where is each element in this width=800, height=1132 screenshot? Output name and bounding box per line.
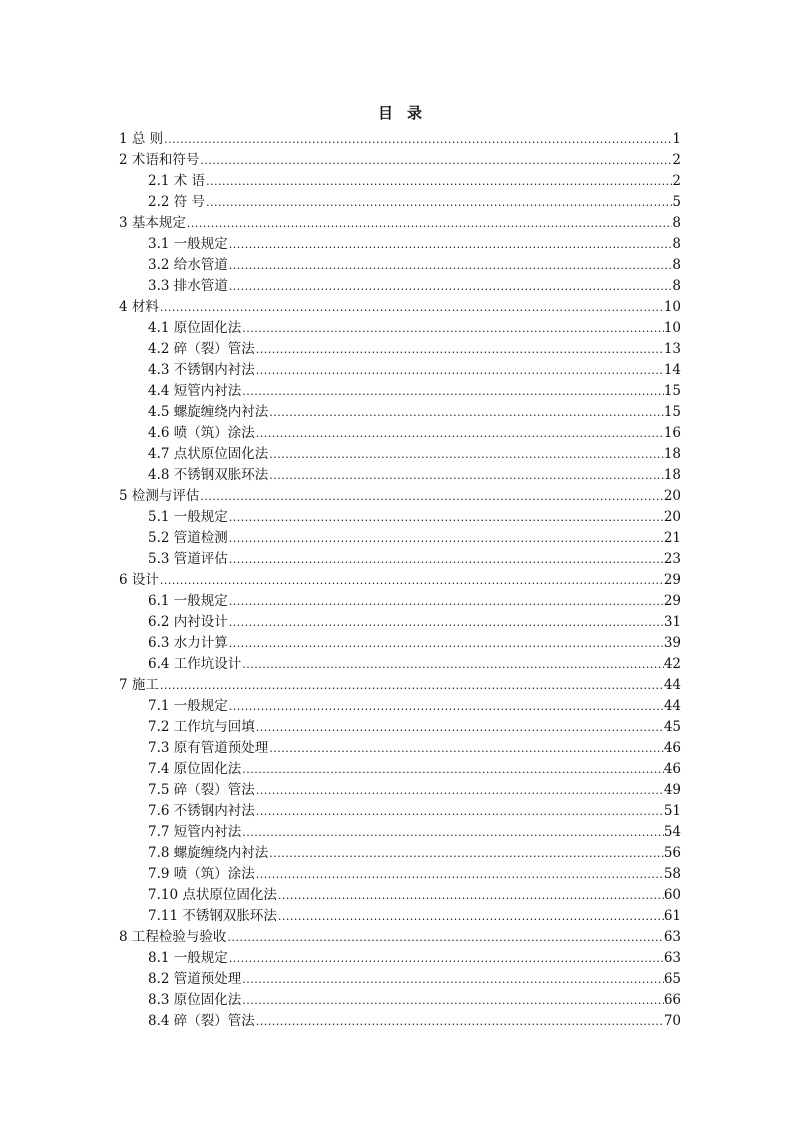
dot-leader: [255, 339, 664, 360]
toc-entry-label: 7.7 短管内衬法: [148, 824, 242, 840]
toc-entry[interactable]: [119, 654, 681, 675]
dot-leader: [255, 717, 664, 738]
toc-entry-page: 70: [663, 1013, 681, 1029]
toc-entry-page: 44: [663, 677, 681, 693]
toc-entry[interactable]: [119, 801, 681, 822]
toc-entry-page: 14: [663, 362, 681, 378]
toc-entry-label: 7.5 碎（裂）管法: [148, 782, 255, 798]
toc-entry-page: 10: [663, 320, 681, 336]
toc-entry[interactable]: [119, 738, 681, 759]
toc-entry-page: 60: [663, 887, 681, 903]
dot-leader: [241, 654, 664, 675]
toc-entry-label: 6.1 一般规定: [148, 593, 228, 609]
dot-leader: [241, 318, 664, 339]
toc-entry-label: 4.4 短管内衬法: [148, 383, 242, 399]
toc-entry-label: 5.3 管道评估: [148, 551, 228, 567]
toc-entry[interactable]: [119, 990, 681, 1011]
toc-entry-label: 7.1 一般规定: [148, 698, 228, 714]
toc-entry-label: 3.1 一般规定: [148, 236, 228, 252]
toc-entry-label: 5 检测与评估: [119, 488, 200, 504]
toc-entry-label: 7.2 工作坑与回填: [148, 719, 255, 735]
toc-entry-label: 3.3 排水管道: [148, 278, 228, 294]
toc-entry-label: 7.3 原有管道预处理: [148, 740, 269, 756]
toc-entry-page: 8: [672, 236, 681, 252]
dot-leader: [277, 906, 664, 927]
toc-entry-page: 21: [663, 530, 681, 546]
dot-leader: [268, 738, 664, 759]
dot-leader: [241, 381, 664, 402]
toc-entry-label: 4.5 螺旋缠绕内衬法: [148, 404, 269, 420]
toc-entry-label: 4.3 不锈钢内衬法: [148, 362, 255, 378]
dot-leader: [268, 465, 664, 486]
dot-leader: [255, 780, 664, 801]
toc-entry-page: 5: [672, 194, 681, 210]
toc-entry[interactable]: [119, 360, 681, 381]
dot-leader: [255, 1011, 664, 1032]
dot-leader: [255, 360, 664, 381]
toc-entry[interactable]: [119, 150, 681, 171]
dot-leader: [228, 612, 664, 633]
toc-entry[interactable]: [119, 906, 681, 927]
toc-entry-page: 13: [663, 341, 681, 357]
toc-entry-page: 31: [663, 614, 681, 630]
toc-entry-label: 3.2 给水管道: [148, 257, 228, 273]
toc-entry[interactable]: [119, 612, 681, 633]
toc-entry[interactable]: [119, 549, 681, 570]
dot-leader: [241, 822, 664, 843]
dot-leader: [199, 486, 663, 507]
dot-leader: [228, 276, 673, 297]
toc-entry[interactable]: [119, 381, 681, 402]
toc-entry-page: 8: [672, 257, 681, 273]
toc-entry[interactable]: [119, 1011, 681, 1032]
toc-entry-page: 39: [663, 635, 681, 651]
toc-entry-page: 16: [663, 425, 681, 441]
toc-entry[interactable]: [119, 780, 681, 801]
dot-leader: [228, 255, 673, 276]
toc-entry[interactable]: [119, 948, 681, 969]
dot-leader: [241, 759, 664, 780]
toc-entry[interactable]: [119, 318, 681, 339]
dot-leader: [241, 969, 664, 990]
toc-entry[interactable]: [119, 444, 681, 465]
dot-leader: [268, 402, 664, 423]
toc-entry-page: 23: [663, 551, 681, 567]
toc-entry-label: 8 工程检验与验收: [119, 929, 227, 945]
dot-leader: [159, 297, 664, 318]
toc-entry-label: 8.1 一般规定: [148, 950, 228, 966]
toc-entry[interactable]: [119, 129, 681, 150]
toc-entry-page: 56: [663, 845, 681, 861]
toc-entry[interactable]: [119, 696, 681, 717]
toc-entry[interactable]: [119, 276, 681, 297]
toc-entry-page: 2: [672, 173, 681, 189]
toc-entry-label: 8.4 碎（裂）管法: [148, 1013, 255, 1029]
toc-entry-page: 8: [672, 278, 681, 294]
toc-entry[interactable]: [119, 192, 681, 213]
toc-entry-label: 7.10 点状原位固化法: [148, 887, 277, 903]
toc-entry[interactable]: [119, 885, 681, 906]
toc-title: 目录: [377, 104, 436, 122]
toc-entry-label: 1 总 则: [119, 131, 164, 147]
toc-entry[interactable]: [119, 717, 681, 738]
dot-leader: [277, 885, 664, 906]
dot-leader: [199, 150, 672, 171]
toc-entry-label: 7.9 喷（筑）涂法: [148, 866, 255, 882]
toc-entry-label: 2.1 术 语: [148, 173, 206, 189]
toc-entry-label: 3 基本规定: [119, 215, 186, 231]
toc-entry-label: 8.3 原位固化法: [148, 992, 242, 1008]
toc-entry-page: 15: [663, 404, 681, 420]
toc-entry[interactable]: [119, 423, 681, 444]
toc-entry[interactable]: [119, 570, 681, 591]
toc-entry-page: 58: [663, 866, 681, 882]
toc-entry[interactable]: [119, 255, 681, 276]
toc-entry-page: 20: [663, 509, 681, 525]
toc-entry-label: 7.4 原位固化法: [148, 761, 242, 777]
toc-entry[interactable]: [119, 234, 681, 255]
toc-entry-label: 4.6 喷（筑）涂法: [148, 425, 255, 441]
table-of-contents: [119, 129, 681, 1032]
toc-entry-page: 61: [663, 908, 681, 924]
toc-entry[interactable]: [119, 759, 681, 780]
toc-entry-page: 49: [663, 782, 681, 798]
toc-entry-label: 4 材料: [119, 299, 159, 315]
dot-leader: [228, 591, 664, 612]
toc-entry-page: 45: [663, 719, 681, 735]
toc-entry-page: 2: [672, 152, 681, 168]
toc-entry-label: 5.1 一般规定: [148, 509, 228, 525]
toc-entry-page: 54: [663, 824, 681, 840]
toc-entry-page: 46: [663, 740, 681, 756]
toc-entry-page: 1: [672, 131, 681, 147]
toc-entry[interactable]: [119, 171, 681, 192]
toc-entry[interactable]: [119, 486, 681, 507]
dot-leader: [159, 570, 664, 591]
dot-leader: [268, 843, 664, 864]
toc-entry-page: 46: [663, 761, 681, 777]
dot-leader: [228, 528, 664, 549]
dot-leader: [159, 675, 664, 696]
dot-leader: [205, 171, 672, 192]
dot-leader: [255, 801, 664, 822]
toc-entry-page: 65: [663, 971, 681, 987]
toc-entry[interactable]: [119, 927, 681, 948]
dot-leader: [255, 864, 664, 885]
toc-entry[interactable]: [119, 402, 681, 423]
dot-leader: [228, 948, 664, 969]
toc-entry-label: 8.2 管道预处理: [148, 971, 242, 987]
toc-entry-page: 63: [663, 929, 681, 945]
toc-entry-label: 6 设计: [119, 572, 159, 588]
toc-entry-label: 6.3 水力计算: [148, 635, 228, 651]
toc-entry[interactable]: [119, 465, 681, 486]
toc-entry-page: 44: [663, 698, 681, 714]
toc-entry-label: 7 施工: [119, 677, 159, 693]
toc-entry-label: 4.8 不锈钢双胀环法: [148, 467, 269, 483]
dot-leader: [228, 507, 664, 528]
dot-leader: [241, 990, 664, 1011]
toc-entry-page: 29: [663, 572, 681, 588]
toc-entry-page: 63: [663, 950, 681, 966]
toc-entry-label: 6.2 内衬设计: [148, 614, 228, 630]
toc-entry-page: 8: [672, 215, 681, 231]
toc-entry[interactable]: [119, 591, 681, 612]
toc-entry-page: 51: [663, 803, 681, 819]
toc-entry[interactable]: [119, 213, 681, 234]
dot-leader: [255, 423, 664, 444]
toc-entry[interactable]: [119, 339, 681, 360]
toc-entry[interactable]: [119, 507, 681, 528]
toc-entry-label: 7.8 螺旋缠绕内衬法: [148, 845, 269, 861]
dot-leader: [228, 696, 664, 717]
dot-leader: [228, 549, 664, 570]
toc-entry[interactable]: [119, 675, 681, 696]
toc-entry-page: 42: [663, 656, 681, 672]
toc-entry-page: 66: [663, 992, 681, 1008]
toc-entry[interactable]: [119, 969, 681, 990]
toc-entry[interactable]: [119, 528, 681, 549]
toc-entry[interactable]: [119, 864, 681, 885]
dot-leader: [226, 927, 663, 948]
toc-entry-label: 4.2 碎（裂）管法: [148, 341, 255, 357]
toc-entry-page: 29: [663, 593, 681, 609]
toc-entry-label: 6.4 工作坑设计: [148, 656, 242, 672]
dot-leader: [228, 633, 664, 654]
toc-entry-label: 5.2 管道检测: [148, 530, 228, 546]
toc-entry-label: 7.6 不锈钢内衬法: [148, 803, 255, 819]
dot-leader: [163, 129, 672, 150]
toc-entry-label: 2 术语和符号: [119, 152, 200, 168]
toc-entry-label: 7.11 不锈钢双胀环法: [148, 908, 277, 924]
toc-entry[interactable]: [119, 633, 681, 654]
toc-entry-label: 4.1 原位固化法: [148, 320, 242, 336]
toc-entry-page: 15: [663, 383, 681, 399]
toc-entry-page: 18: [663, 446, 681, 462]
toc-entry-label: 4.7 点状原位固化法: [148, 446, 269, 462]
dot-leader: [228, 234, 673, 255]
toc-entry[interactable]: [119, 843, 681, 864]
toc-entry-page: 18: [663, 467, 681, 483]
toc-entry[interactable]: [119, 822, 681, 843]
dot-leader: [205, 192, 672, 213]
toc-entry-label: 2.2 符 号: [148, 194, 206, 210]
dot-leader: [186, 213, 673, 234]
toc-entry-page: 10: [663, 299, 681, 315]
toc-entry-page: 20: [663, 488, 681, 504]
dot-leader: [268, 444, 664, 465]
toc-entry[interactable]: [119, 297, 681, 318]
